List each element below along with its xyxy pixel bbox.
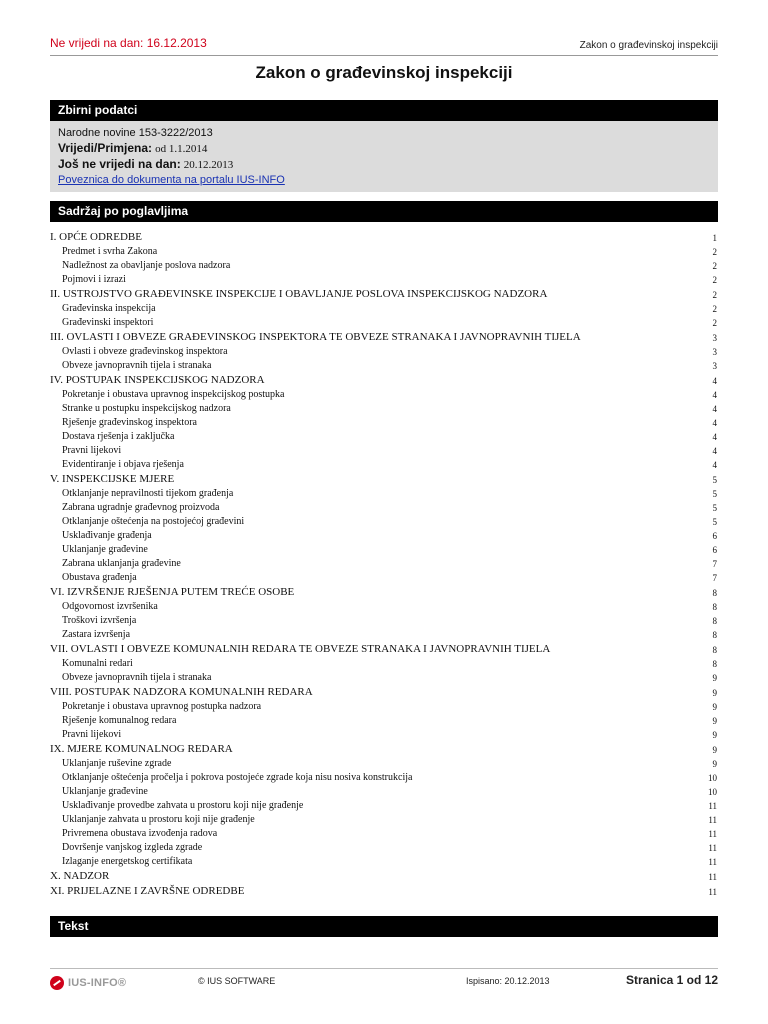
toc-entry-title: Obveze javnopravnih tijela i stranaka (62, 360, 212, 371)
toc-section-entry[interactable] (50, 612, 718, 626)
toc-entry-page: 4 (712, 460, 717, 470)
toc-entry-page: 2 (712, 275, 717, 285)
toc-entry-title: Uklanjanje građevine (62, 544, 148, 555)
toc-entry-page: 4 (712, 418, 717, 428)
toc-chapter-entry[interactable] (50, 583, 718, 598)
running-title: Zakon o građevinskoj inspekciji (579, 40, 718, 51)
summary-heading-bar: Zbirni podatci (50, 100, 718, 121)
toc-entry-title: Zabrana ugradnje građevnog proizvoda (62, 502, 220, 513)
text-section-bar: Tekst (50, 916, 718, 937)
toc-entry-title: Uklanjanje građevine (62, 786, 148, 797)
toc-entry-title: Građevinski inspektori (62, 317, 154, 328)
toc-entry-title: Otklanjanje oštećenja na postojećoj građevini (62, 516, 245, 527)
toc-entry-page: 9 (712, 673, 717, 683)
toc-entry-page: 9 (712, 702, 717, 712)
toc-entry-page: 8 (712, 616, 717, 626)
toc-section-entry[interactable] (50, 527, 718, 541)
toc-entry-title: Privremena obustava izvođenja radova (62, 828, 218, 839)
toc-entry-page: 2 (712, 304, 717, 314)
toc-entry-title: Izlaganje energetskog certifikata (62, 856, 193, 867)
toc-section-entry[interactable] (50, 755, 718, 769)
toc-entry-title: III. OVLASTI I OBVEZE GRAĐEVINSKOG INSPEKTORA TE OBVEZE STRANAKA I JAVNOPRAVNIH TIJELA (50, 331, 581, 343)
toc-entry-title: V. INSPEKCIJSKE MJERE (50, 473, 175, 485)
toc-entry-title: X. NADZOR (50, 870, 110, 882)
toc-entry-page: 8 (712, 659, 717, 669)
toc-section-entry[interactable] (50, 555, 718, 569)
toc-entry-title: Otklanjanje oštećenja pročelja i pokrova postojeće zgrade koja nisu nosiva konstrukcija (62, 772, 413, 783)
toc-entry-title: Rješenje komunalnog redara (62, 715, 177, 726)
toc-entry-title: Obveze javnopravnih tijela i stranaka (62, 672, 212, 683)
toc-entry-page: 8 (712, 588, 717, 598)
toc-entry-page: 5 (712, 489, 717, 499)
toc-heading-bar: Sadržaj po poglavljima (50, 201, 718, 222)
toc-section-entry[interactable] (50, 811, 718, 825)
toc-entry-page: 4 (712, 404, 717, 414)
toc-section-entry[interactable] (50, 357, 718, 371)
toc-entry-title: I. OPĆE ODREDBE (50, 231, 142, 243)
toc-entry-title: Stranke u postupku inspekcijskog nadzora (62, 403, 231, 414)
toc-entry-page: 9 (712, 688, 717, 698)
toc-entry-title: Pojmovi i izrazi (62, 274, 126, 285)
toc-entry-title: Ovlasti i obveze građevinskog inspektora (62, 346, 228, 357)
toc-entry-title: Pravni lijekovi (62, 729, 122, 740)
toc-entry-page: 11 (708, 872, 717, 882)
toc-section-entry[interactable] (50, 414, 718, 428)
toc-entry-page: 4 (712, 446, 717, 456)
applies-label: Vrijedi/Primjena: (58, 141, 153, 155)
toc-section-entry[interactable] (50, 626, 718, 640)
toc-entry-title: Pravni lijekovi (62, 445, 122, 456)
toc-section-entry[interactable] (50, 853, 718, 867)
ius-info-logo (50, 976, 126, 990)
gazette-reference: Narodne novine 153-3222/2013 (58, 127, 213, 139)
toc-entry-title: Uklanjanje zahvata u prostoru koji nije građenje (62, 814, 255, 825)
toc-section-entry[interactable] (50, 655, 718, 669)
applies-row (58, 141, 710, 157)
toc-section-entry[interactable] (50, 300, 718, 314)
toc-section-entry[interactable] (50, 825, 718, 839)
toc-entry-page: 6 (712, 531, 717, 541)
not-valid-value: 20.12.2013 (183, 159, 234, 171)
ius-info-logo-icon (50, 976, 64, 990)
toc-entry-title: Predmet i svrha Zakona (62, 246, 158, 257)
toc-entry-title: Uklanjanje ruševine zgrade (62, 758, 172, 769)
not-valid-label: Još ne vrijedi na dan: (58, 157, 181, 171)
toc-entry-title: II. USTROJSTVO GRAĐEVINSKE INSPEKCIJE I OBAVLJANJE POSLOVA INSPEKCIJSKOG NADZORA (50, 288, 548, 300)
toc-entry-title: Rješenje građevinskog inspektora (62, 417, 197, 428)
toc-section-entry[interactable] (50, 343, 718, 357)
toc-entry-page: 8 (712, 630, 717, 640)
validity-note: Ne vrijedi na dan: 16.12.2013 (50, 36, 207, 50)
toc-section-entry[interactable] (50, 797, 718, 811)
toc-entry-page: 9 (712, 730, 717, 740)
toc-entry-page: 3 (712, 361, 717, 371)
toc-entry-page: 9 (712, 716, 717, 726)
toc-chapter-entry[interactable] (50, 683, 718, 698)
toc-entry-page: 9 (712, 745, 717, 755)
toc-section-entry[interactable] (50, 513, 718, 527)
toc-entry-title: Zabrana uklanjanja građevine (62, 558, 181, 569)
toc-section-entry[interactable] (50, 314, 718, 328)
toc-chapter-entry[interactable] (50, 882, 718, 897)
applies-value: od 1.1.2014 (155, 143, 208, 155)
toc-entry-page: 11 (708, 857, 717, 867)
toc-entry-title: Evidentiranje i objava rješenja (62, 459, 184, 470)
toc-entry-page: 11 (708, 815, 717, 825)
toc-entry-title: VIII. POSTUPAK NADZORA KOMUNALNIH REDARA (50, 686, 313, 698)
toc-section-entry[interactable] (50, 499, 718, 513)
toc-entry-title: Građevinska inspekcija (62, 303, 156, 314)
toc-entry-page: 2 (712, 261, 717, 271)
toc-section-entry[interactable] (50, 428, 718, 442)
toc-chapter-entry[interactable] (50, 228, 718, 243)
toc-entry-page: 4 (712, 390, 717, 400)
toc-section-entry[interactable] (50, 442, 718, 456)
toc-entry-title: IV. POSTUPAK INSPEKCIJSKOG NADZORA (50, 374, 265, 386)
toc-entry-title: XI. PRIJELAZNE I ZAVRŠNE ODREDBE (50, 885, 245, 897)
toc-section-entry[interactable] (50, 257, 718, 271)
toc-entry-page: 8 (712, 645, 717, 655)
toc-section-entry[interactable] (50, 783, 718, 797)
toc-entry-title: Dovršenje vanjskog izgleda zgrade (62, 842, 203, 853)
toc-entry-title: Obustava građenja (62, 572, 137, 583)
header-divider (50, 55, 718, 56)
footer-printed-date: Ispisano: 20.12.2013 (466, 976, 550, 986)
toc-chapter-entry[interactable] (50, 740, 718, 755)
toc-entry-page: 11 (708, 887, 717, 897)
toc-section-entry[interactable] (50, 386, 718, 400)
portal-link[interactable]: Poveznica do dokumenta na portalu IUS-INFO (58, 174, 285, 186)
toc-section-entry[interactable] (50, 712, 718, 726)
toc-section-entry[interactable] (50, 769, 718, 783)
toc-entry-title: Dostava rješenja i zaključka (62, 431, 175, 442)
toc-entry-page: 11 (708, 829, 717, 839)
summary-panel (50, 121, 718, 192)
toc-entry-page: 6 (712, 545, 717, 555)
toc-entry-title: Pokretanje i obustava upravnog postupka nadzora (62, 701, 262, 712)
toc-section-entry[interactable] (50, 541, 718, 555)
toc-entry-page: 11 (708, 801, 717, 811)
toc-section-entry[interactable] (50, 669, 718, 683)
toc-section-entry[interactable] (50, 485, 718, 499)
document-title: Zakon o građevinskoj inspekciji (255, 63, 513, 82)
toc-entry-title: Usklađivanje građenja (62, 530, 152, 541)
toc-entry-page: 2 (712, 247, 717, 257)
toc-entry-title: Komunalni redari (62, 658, 133, 669)
toc-chapter-entry[interactable] (50, 285, 718, 300)
toc-section-entry[interactable] (50, 456, 718, 470)
toc-entry-page: 10 (708, 787, 717, 797)
footer-divider (50, 968, 718, 969)
logo-text: IUS-INFO® (68, 977, 127, 989)
toc-section-entry[interactable] (50, 569, 718, 583)
toc-entry-title: Usklađivanje provedbe zahvata u prostoru koji nije građenje (62, 800, 304, 811)
toc-entry-page: 1 (712, 233, 717, 243)
toc-entry-title: Zastara izvršenja (62, 629, 131, 640)
toc-entry-title: Otklanjanje nepravilnosti tijekom građenja (62, 488, 234, 499)
toc-section-entry[interactable] (50, 243, 718, 257)
toc-section-entry[interactable] (50, 698, 718, 712)
toc-entry-page: 5 (712, 503, 717, 513)
table-of-contents (50, 228, 718, 897)
toc-section-entry[interactable] (50, 400, 718, 414)
toc-chapter-entry[interactable] (50, 470, 718, 485)
toc-entry-page: 3 (712, 333, 717, 343)
toc-entry-title: IX. MJERE KOMUNALNOG REDARA (50, 743, 233, 755)
toc-entry-page: 2 (712, 290, 717, 300)
toc-entry-title: Odgovornost izvršenika (62, 601, 158, 612)
toc-entry-page: 4 (712, 432, 717, 442)
toc-chapter-entry[interactable] (50, 867, 718, 882)
toc-entry-page: 11 (708, 843, 717, 853)
toc-entry-page: 7 (712, 573, 717, 583)
toc-entry-page: 8 (712, 602, 717, 612)
toc-chapter-entry[interactable] (50, 328, 718, 343)
footer-page-number: Stranica 1 od 12 (625, 973, 718, 987)
toc-chapter-entry[interactable] (50, 640, 718, 655)
toc-section-entry[interactable] (50, 271, 718, 285)
toc-section-entry[interactable] (50, 598, 718, 612)
toc-entry-page: 3 (712, 347, 717, 357)
toc-entry-page: 5 (712, 517, 717, 527)
toc-entry-page: 10 (708, 773, 717, 783)
toc-entry-title: Pokretanje i obustava upravnog inspekcijskog postupka (62, 389, 285, 400)
toc-chapter-entry[interactable] (50, 371, 718, 386)
toc-entry-page: 5 (712, 475, 717, 485)
toc-entry-title: Nadležnost za obavljanje poslova nadzora (62, 260, 231, 271)
not-valid-row (58, 157, 710, 173)
toc-entry-page: 2 (712, 318, 717, 328)
toc-entry-page: 9 (712, 759, 717, 769)
toc-entry-page: 4 (712, 376, 717, 386)
toc-entry-title: VII. OVLASTI I OBVEZE KOMUNALNIH REDARA TE OBVEZE STRANAKA I JAVNOPRAVNIH TIJELA (50, 643, 551, 655)
toc-entry-title: Troškovi izvršenja (62, 615, 137, 626)
toc-entry-page: 7 (712, 559, 717, 569)
toc-section-entry[interactable] (50, 839, 718, 853)
toc-entry-title: VI. IZVRŠENJE RJEŠENJA PUTEM TREĆE OSOBE (50, 586, 295, 598)
footer-copyright: © IUS SOFTWARE (198, 976, 276, 986)
toc-section-entry[interactable] (50, 726, 718, 740)
